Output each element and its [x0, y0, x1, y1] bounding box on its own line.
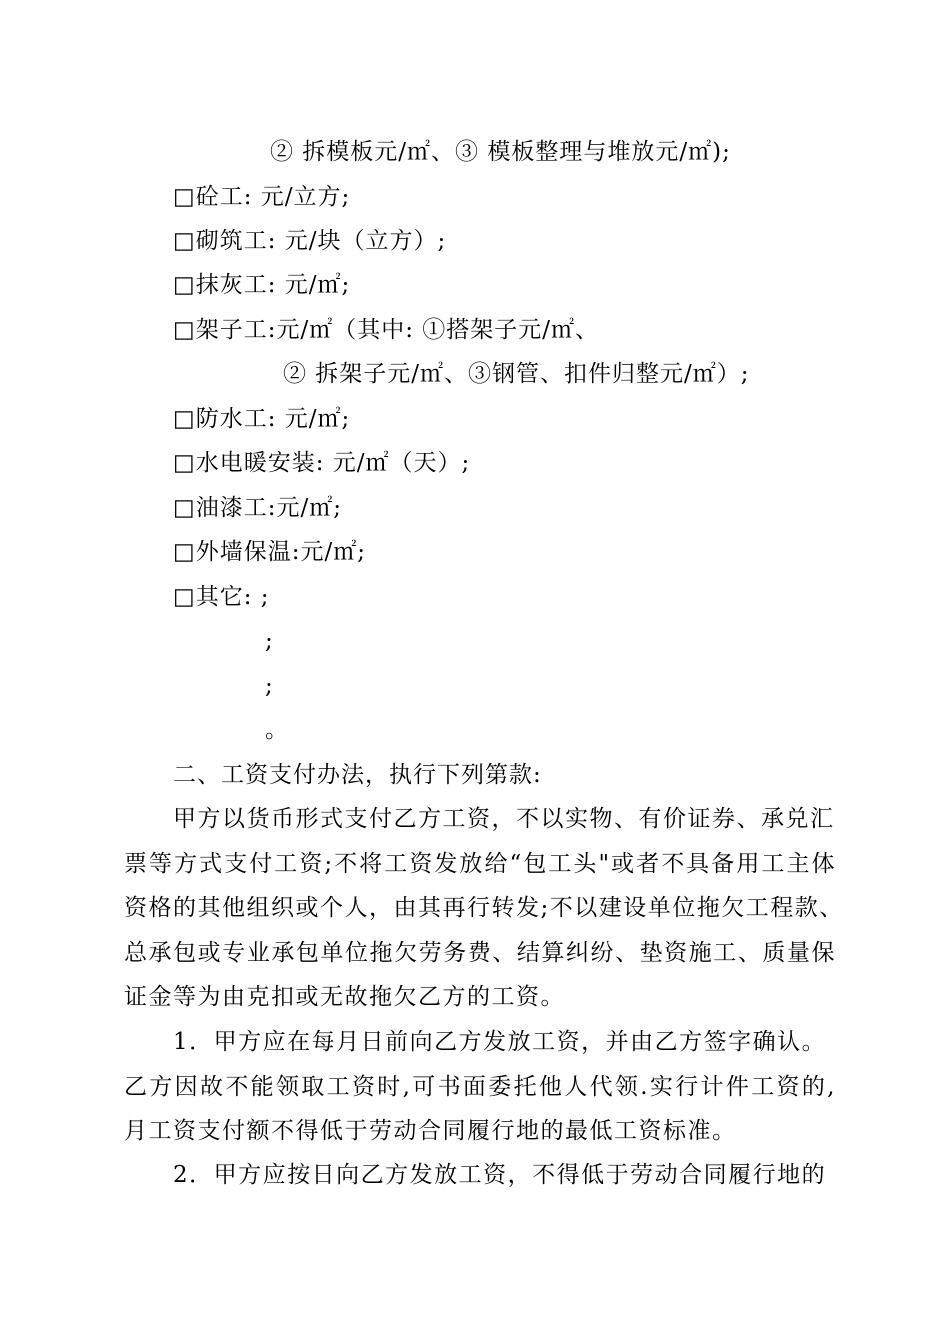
text-line-concrete-work: □砼工: 元/立方;	[173, 184, 351, 210]
paragraph-line: 甲方以货币形式支付乙方工资，不以实物、有价证券、承兑汇	[173, 806, 835, 832]
paragraph-line: 乙方因故不能领取工资时,可书面委托他人代领.实行计件工资的,	[124, 1073, 836, 1100]
paragraph-line: 2．甲方应按日向乙方发放工资，不得低于劳动合同履行地的	[173, 1162, 827, 1188]
paragraph-line: 总承包或专业承包单位拖欠劳务费、结算纠纷、垫资施工、质量保	[124, 939, 836, 966]
text-line-waterproofing-work: □防水工: 元/㎡;	[173, 406, 351, 432]
paragraph-line: 1．甲方应在每月日前向乙方发放工资，并由乙方签字确认。	[173, 1029, 827, 1055]
text-line-blank-1: ;	[265, 628, 274, 654]
text-line-blank-3: 。	[265, 717, 289, 743]
paragraph-line: 月工资支付额不得低于劳动合同履行地的最低工资标准。	[124, 1118, 737, 1144]
text-line-scaffolding-detail: ② 拆架子元/㎡、③钢管、扣件归整元/㎡）;	[283, 361, 750, 387]
paragraph-line: 证金等为由克扣或无故拖欠乙方的工资。	[124, 984, 565, 1010]
paragraph-line: 资格的其他组织或个人，由其再行转发;不以建设单位拖欠工程款、	[124, 895, 844, 921]
text-line-blank-2: ;	[265, 673, 274, 699]
section-heading-wage-payment: 二、工资支付办法，执行下列第款:	[173, 762, 542, 788]
text-line-painting-work: □油漆工:元/㎡;	[173, 495, 342, 521]
text-line-plumbing-electrical: □水电暖安装: 元/㎡（天）;	[173, 450, 471, 476]
text-line-other: □其它: ;	[173, 584, 270, 610]
paragraph-wage-payment-method	[124, 797, 844, 1020]
text-line-exterior-insulation: □外墙保温:元/㎡;	[173, 539, 366, 565]
paragraph-clause-2	[124, 1153, 836, 1198]
text-line-masonry-work: □砌筑工: 元/块（立方）;	[173, 228, 447, 254]
text-line-plastering-work: □抹灰工: 元/㎡;	[173, 272, 351, 298]
paragraph-clause-1	[124, 1020, 836, 1154]
text-line-scaffolding-work: □架子工:元/㎡（其中: ①搭架子元/㎡、	[173, 317, 600, 343]
text-line-formwork-removal: ② 拆模板元/㎡、③ 模板整理与堆放元/㎡);	[270, 139, 731, 165]
paragraph-line: 票等方式支付工资;不将工资发放给“包工头"或者不具备用工主体	[124, 850, 836, 877]
